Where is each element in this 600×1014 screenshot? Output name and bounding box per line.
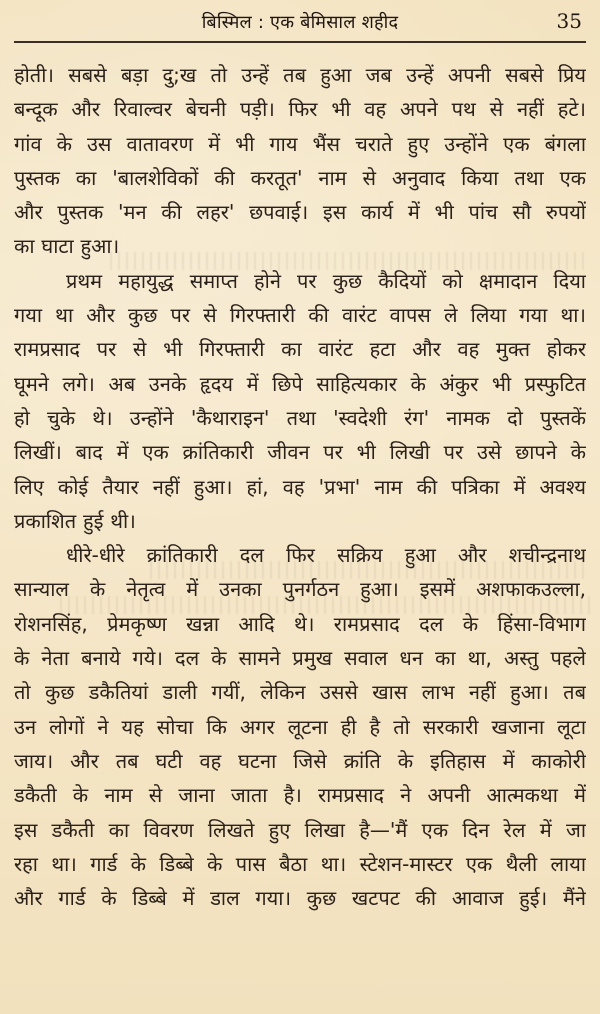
page-header [0, 0, 600, 62]
page-body [14, 58, 586, 1006]
text-line: लिए कोई तैयार नहीं हुआ। हां, वह 'प्रभा' नाम की पत्रिका में अवश्य [14, 474, 586, 499]
text-line: सान्याल के नेतृत्व में उनका पुनर्गठन हुआ। इसमें अशफाकउल्ला, [14, 577, 586, 602]
text-line: डकैती के नाम से जाना जाता है। रामप्रसाद ने अपनी आत्मकथा में [14, 783, 586, 808]
text-line: के नेता बनाये गये। दल के सामने प्रमुख सवाल धन का था, अस्तु पहले [14, 646, 586, 671]
text-line: होती। सबसे बड़ा दु;ख तो उन्हें तब हुआ जब उन्हें अपनी सबसे प्रिय [14, 63, 586, 87]
running-title: बिस्मिल : एक बेमिसाल शहीद [201, 12, 399, 33]
text-line: रोशनसिंह, प्रेमकृष्ण खन्ना आदि थे। रामप्रसाद दल के हिंसा-विभाग [14, 611, 586, 636]
header-rule [14, 41, 586, 43]
text-line: पुस्तक का 'बालशेविकों की करतूत' नाम से अनुवाद किया तथा एक [14, 165, 586, 190]
text-line: जाय। और तब घटी वह घटना जिसे क्रांति के इतिहास में काकोरी [14, 748, 586, 773]
text-line: उन लोगों ने यह सोचा कि अगर लूटना ही है तो सरकारी खजाना लूटा [14, 714, 586, 739]
text-line: गांव के उस वातावरण में भी गाय भैंस चराते हुए उन्होंने एक बंगला [14, 131, 586, 156]
text-line: रामप्रसाद पर से भी गिरफ्तारी का वारंट हटा और वह मुक्त होकर [14, 337, 586, 362]
text-line: गया था और कुछ पर से गिरफ्तारी की वारंट वापस ले लिया गया था। [14, 303, 586, 328]
text-line: रहा था। गार्ड के डिब्बे के पास बैठा था। स्टेशन-मास्टर एक थैली लाया [14, 851, 586, 876]
text-line: घूमने लगे। अब उनके हृदय में छिपे साहित्यकार के अंकुर भी प्रस्फुटित [14, 371, 586, 396]
text-line: इस डकैती का विवरण लिखते हुए लिखा है—'मैं एक दिन रेल में जा [14, 817, 586, 842]
text-line: और गार्ड के डिब्बे में डाल गया। कुछ खटपट की आवाज हुई। मैंने [14, 886, 586, 911]
paragraph-end-line: प्रकाशित हुई थी। [14, 508, 136, 533]
page-number: 35 [556, 9, 582, 33]
text-line: तो कुछ डकैतियां डाली गयीं, लेकिन उससे खास लाभ नहीं हुआ। तब [14, 680, 586, 705]
paragraph-start-line: धीरे-धीरे क्रांतिकारी दल फिर सक्रिय हुआ और शचीन्द्रनाथ [66, 543, 586, 568]
text-line: हो चुके थे। उन्होंने 'कैथाराइन' तथा 'स्वदेशी रंग' नामक दो पुस्तकें [14, 405, 586, 430]
text-line: लिखीं। बाद में एक क्रांतिकारी जीवन पर भी लिखी पर उसे छापने के [14, 440, 586, 465]
paragraph-start-line: प्रथम महायुद्ध समाप्त होने पर कुछ कैदियों को क्षमादान दिया [66, 268, 586, 293]
text-line: बन्दूक और रिवाल्वर बेचनी पड़ी। फिर भी वह अपने पथ से नहीं हटे। [14, 97, 586, 122]
text-line: और पुस्तक 'मन की लहर' छपवाई। इस कार्य में भी पांच सौ रुपयों [14, 200, 586, 225]
paragraph-end-line: का घाटा हुआ। [14, 234, 120, 259]
